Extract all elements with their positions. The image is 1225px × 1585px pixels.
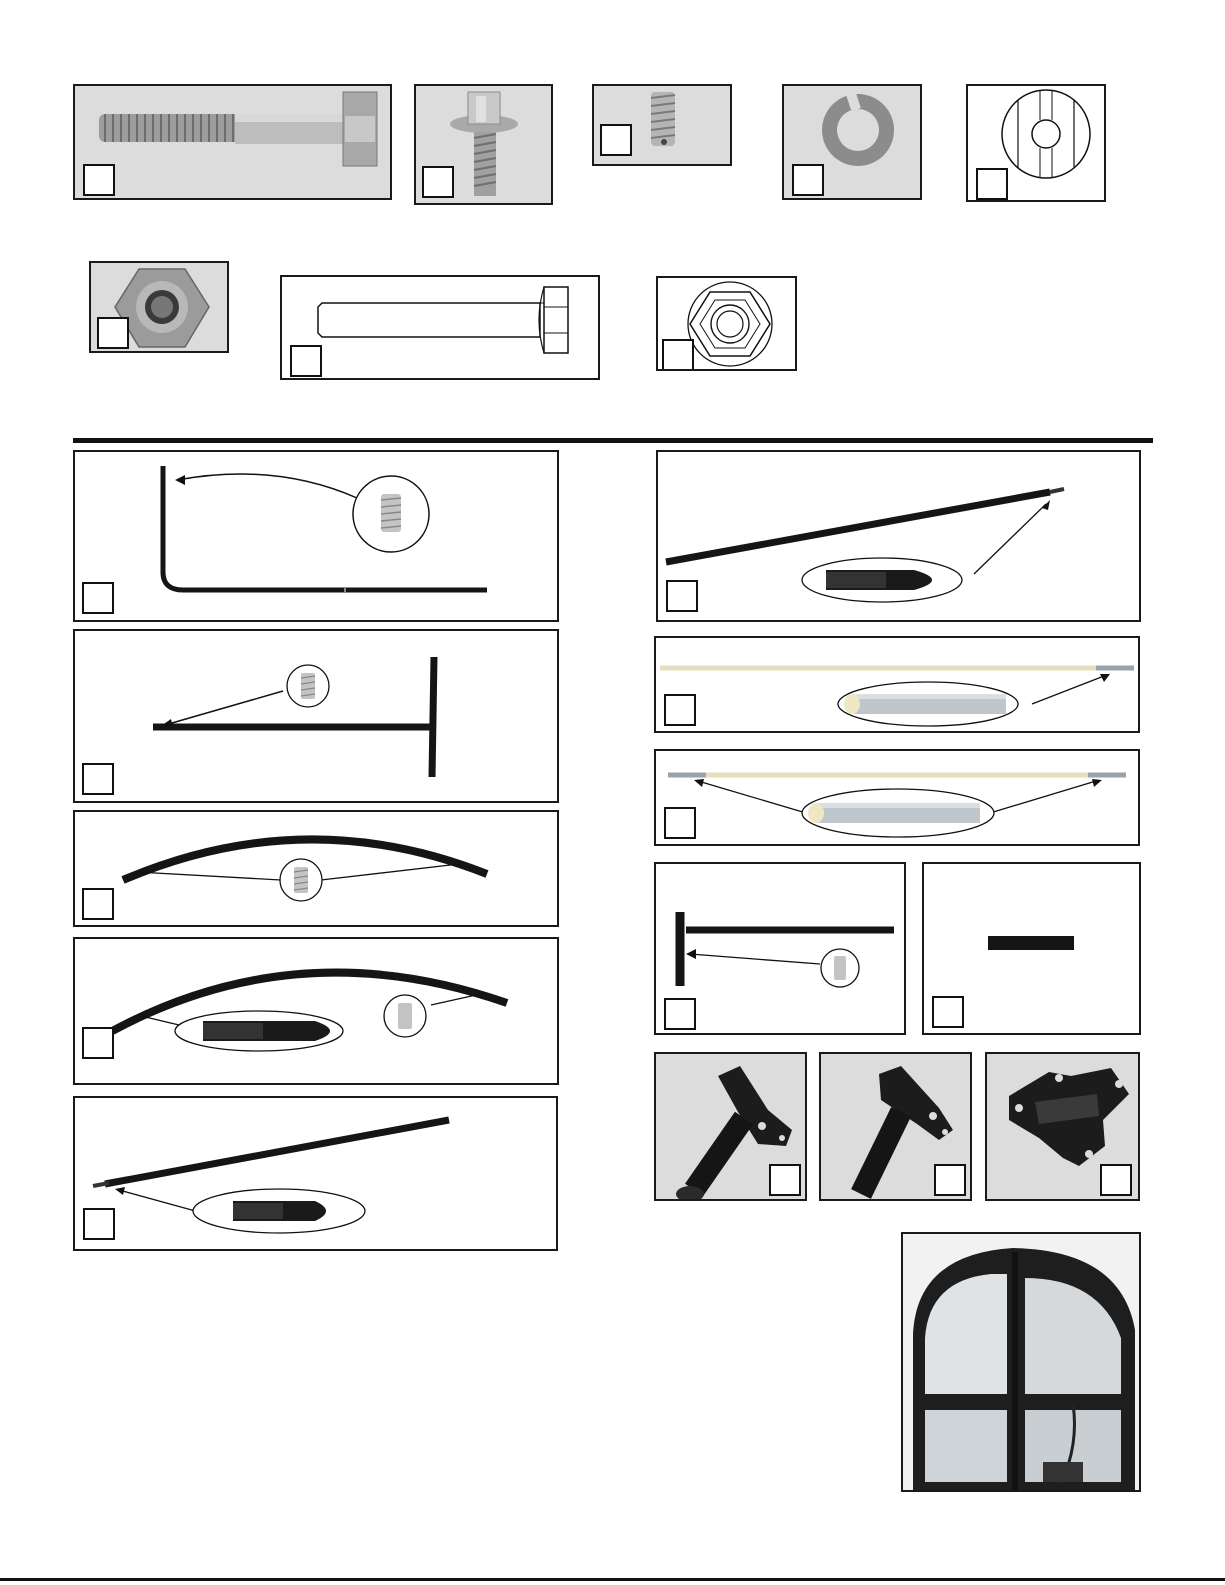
part-label-box bbox=[976, 168, 1008, 200]
part-hex-bolt bbox=[73, 84, 392, 200]
part-curved-tube-swaged bbox=[73, 937, 559, 1085]
part-hex-nut bbox=[89, 261, 229, 353]
part-t-tube-insert bbox=[73, 629, 559, 803]
part-label-box bbox=[1100, 1164, 1132, 1196]
hex-bolt-image bbox=[75, 86, 392, 200]
part-label-box bbox=[662, 339, 694, 371]
part-short-tube bbox=[922, 862, 1141, 1035]
t-tube-image bbox=[75, 631, 559, 803]
part-straight-tube-swaged bbox=[73, 1096, 558, 1251]
part-label-box bbox=[83, 164, 115, 196]
part-label-box bbox=[82, 763, 114, 795]
part-long-tube-swaged bbox=[656, 450, 1141, 622]
part-label-box bbox=[600, 124, 632, 156]
part-lock-nut-drawing bbox=[656, 276, 797, 371]
section-divider bbox=[73, 438, 1153, 443]
part-label-box bbox=[82, 888, 114, 920]
part-bolt-drawing bbox=[280, 275, 600, 380]
curved-tube-swaged-image bbox=[75, 939, 559, 1085]
fiberglass-rod-two-ends-image bbox=[656, 751, 1140, 846]
part-mount-bracket-left bbox=[654, 1052, 807, 1201]
part-fiberglass-rod-two-ends bbox=[654, 749, 1140, 846]
part-curved-tube-inserts bbox=[73, 810, 559, 927]
part-t-tube-right bbox=[654, 862, 906, 1035]
part-label-box bbox=[664, 998, 696, 1030]
curved-tube-image bbox=[75, 812, 559, 927]
part-spacer-drawing bbox=[966, 84, 1106, 202]
part-mount-bracket-right bbox=[819, 1052, 972, 1201]
fiberglass-rod-one-end-image bbox=[656, 638, 1140, 733]
part-flange-screw bbox=[414, 84, 553, 205]
bolt-drawing-image bbox=[282, 277, 600, 380]
part-bent-tube-insert bbox=[73, 450, 559, 622]
part-label-box bbox=[792, 164, 824, 196]
part-label-box bbox=[932, 996, 964, 1028]
part-label-box bbox=[97, 317, 129, 349]
long-tube-swaged-image bbox=[658, 452, 1141, 622]
part-label-box bbox=[422, 166, 454, 198]
part-label-box bbox=[934, 1164, 966, 1196]
bent-tube-image bbox=[75, 452, 559, 622]
cab-enclosure-image bbox=[903, 1234, 1141, 1492]
part-label-box bbox=[769, 1164, 801, 1196]
part-center-bracket bbox=[985, 1052, 1140, 1201]
part-label-box bbox=[82, 1027, 114, 1059]
part-threaded-insert bbox=[592, 84, 732, 166]
part-cab-enclosure bbox=[901, 1232, 1141, 1492]
part-label-box bbox=[83, 1208, 115, 1240]
part-label-box bbox=[664, 807, 696, 839]
part-label-box bbox=[82, 582, 114, 614]
part-label-box bbox=[664, 694, 696, 726]
page-bottom-rule bbox=[0, 1578, 1225, 1581]
part-label-box bbox=[666, 580, 698, 612]
straight-tube-swaged-image bbox=[75, 1098, 558, 1251]
part-split-lock-washer bbox=[782, 84, 922, 200]
part-fiberglass-rod-one-end bbox=[654, 636, 1140, 733]
part-label-box bbox=[290, 345, 322, 377]
